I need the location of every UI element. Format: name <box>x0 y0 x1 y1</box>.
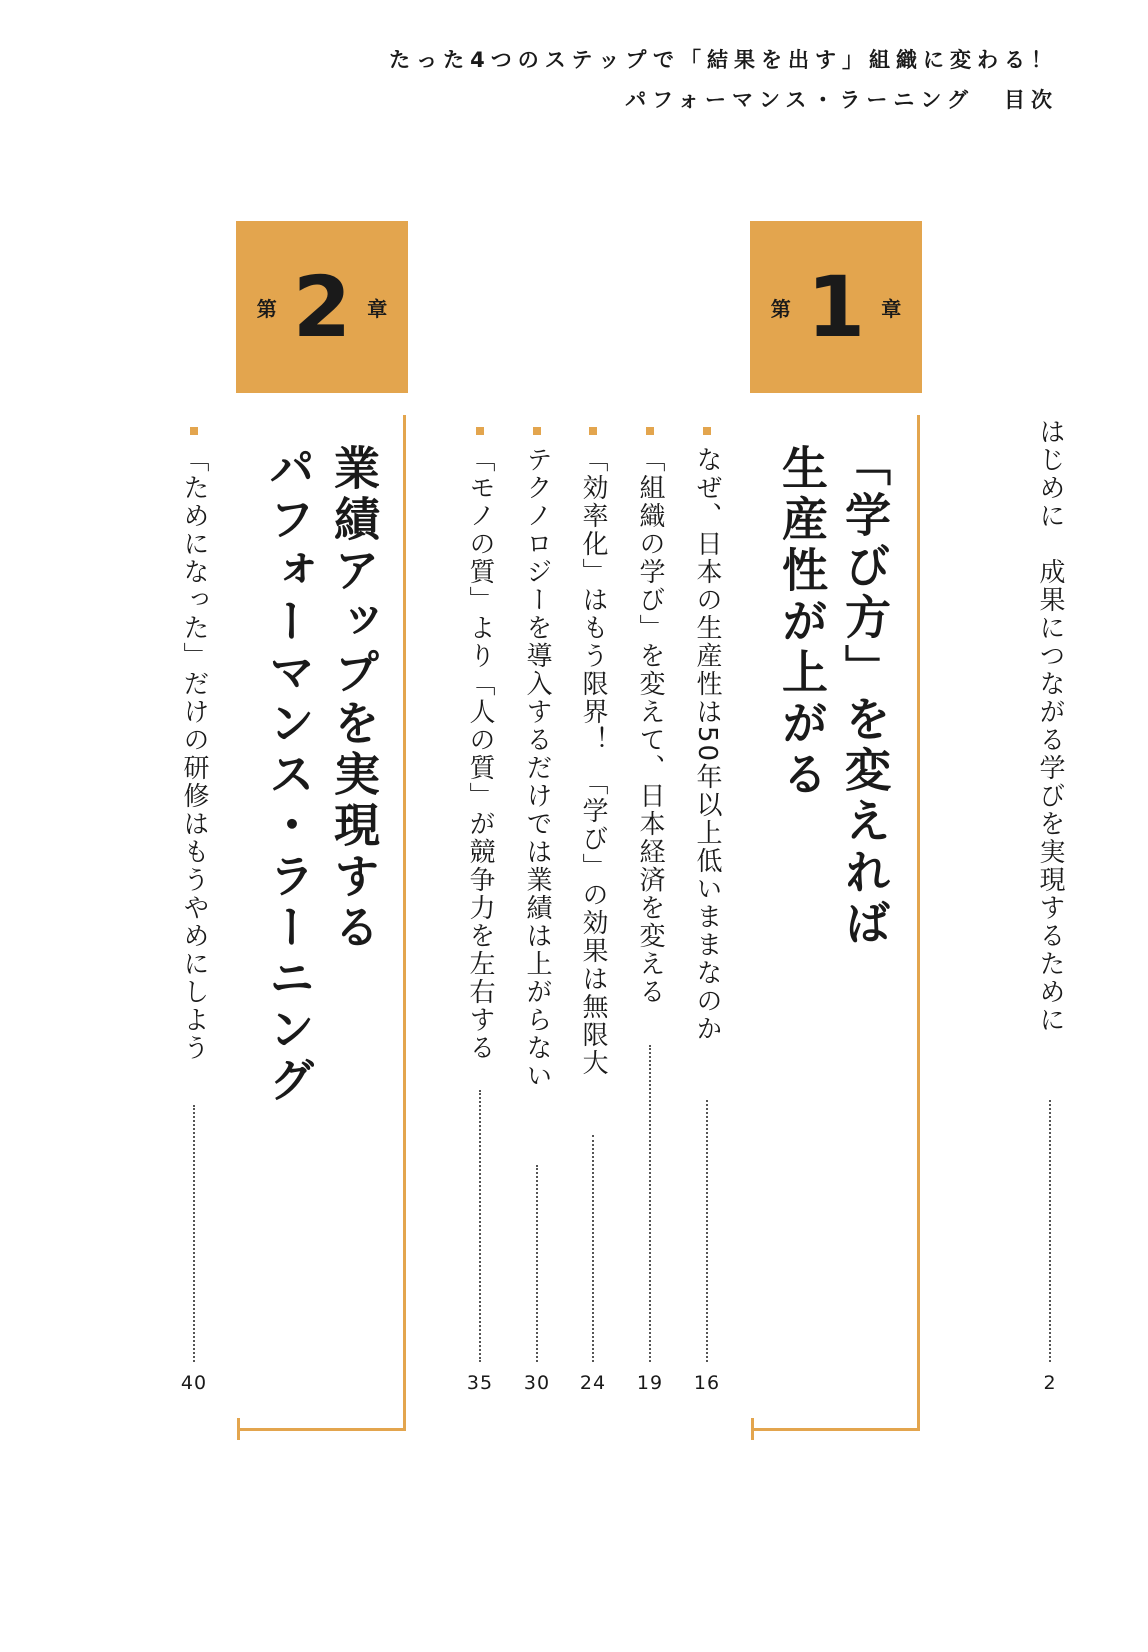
chapter-2-bracket-bottom <box>237 1428 406 1431</box>
toc-item-1-3[interactable]: 「効率化」はもう限界！ 「学び」の効果は無限大 <box>578 446 608 1077</box>
chapter-1-bracket <box>917 415 920 1431</box>
chapter-1-badge <box>750 221 922 393</box>
chapter-2-bracket <box>403 415 406 1431</box>
book-subtitle: パフォーマンス・ラーニング <box>625 88 974 112</box>
leader-dots <box>479 1090 481 1362</box>
chapter-2-bracket-tick <box>237 1418 240 1440</box>
toc-item-intro[interactable]: はじめに 成果につながる学びを実現するために <box>1035 418 1065 1034</box>
bullet-marker <box>533 427 541 435</box>
leader-dots <box>536 1165 538 1362</box>
page-number: 16 <box>693 1372 721 1394</box>
bullet-marker <box>589 427 597 435</box>
page-number: 24 <box>579 1372 607 1394</box>
toc-item-1-4[interactable]: テクノロジーを導入するだけでは業績は上がらない <box>522 446 552 1090</box>
chapter-2-title-line-1[interactable]: 業績アップを実現する <box>327 444 381 954</box>
book-title-line: たった4つのステップで「結果を出す」組織に変わる！ <box>389 48 1058 72</box>
page-number: 40 <box>180 1372 208 1394</box>
chapter-number: 2 <box>292 258 352 356</box>
page-number: 30 <box>523 1372 551 1394</box>
chapter-1-title-line-1[interactable]: 「学び方」を変えれば <box>838 440 892 950</box>
page-number: 19 <box>636 1372 664 1394</box>
toc-item-2-1[interactable]: 「ためになった」だけの研修はもうやめにしよう <box>179 446 209 1062</box>
leader-dots <box>592 1135 594 1362</box>
page-number: 35 <box>466 1372 494 1394</box>
chapter-1-title-line-2[interactable]: 生産性が上がる <box>775 444 829 801</box>
bullet-marker <box>190 427 198 435</box>
toc-item-1-5[interactable]: 「モノの質」より「人の質」が競争力を左右する <box>465 446 495 1062</box>
bullet-marker <box>646 427 654 435</box>
chapter-prefix: 第 <box>770 296 791 321</box>
chapter-2-title-line-2[interactable]: パフォーマンス・ラーニング <box>262 444 316 1107</box>
bullet-marker <box>476 427 484 435</box>
toc-item-1-1[interactable]: なぜ、日本の生産性は50年以上低いままなのか <box>692 446 722 1044</box>
chapter-1-bracket-tick <box>751 1418 754 1440</box>
chapter-1-bracket-bottom <box>751 1428 920 1431</box>
chapter-prefix: 第 <box>256 296 277 321</box>
leader-dots <box>649 1045 651 1362</box>
leader-dots <box>1049 1100 1051 1362</box>
leader-dots <box>706 1100 708 1362</box>
bullet-marker <box>703 427 711 435</box>
chapter-2-badge <box>236 221 408 393</box>
book-subtitle-line <box>625 84 1058 114</box>
page-number-intro: 2 <box>1043 1372 1057 1394</box>
chapter-suffix: 章 <box>881 296 902 321</box>
toc-item-1-2[interactable]: 「組織の学び」を変えて、日本経済を変える <box>635 446 665 1006</box>
toc-label: 目次 <box>1004 88 1058 112</box>
leader-dots <box>193 1105 195 1362</box>
chapter-suffix: 章 <box>367 296 388 321</box>
chapter-number: 1 <box>806 258 866 356</box>
